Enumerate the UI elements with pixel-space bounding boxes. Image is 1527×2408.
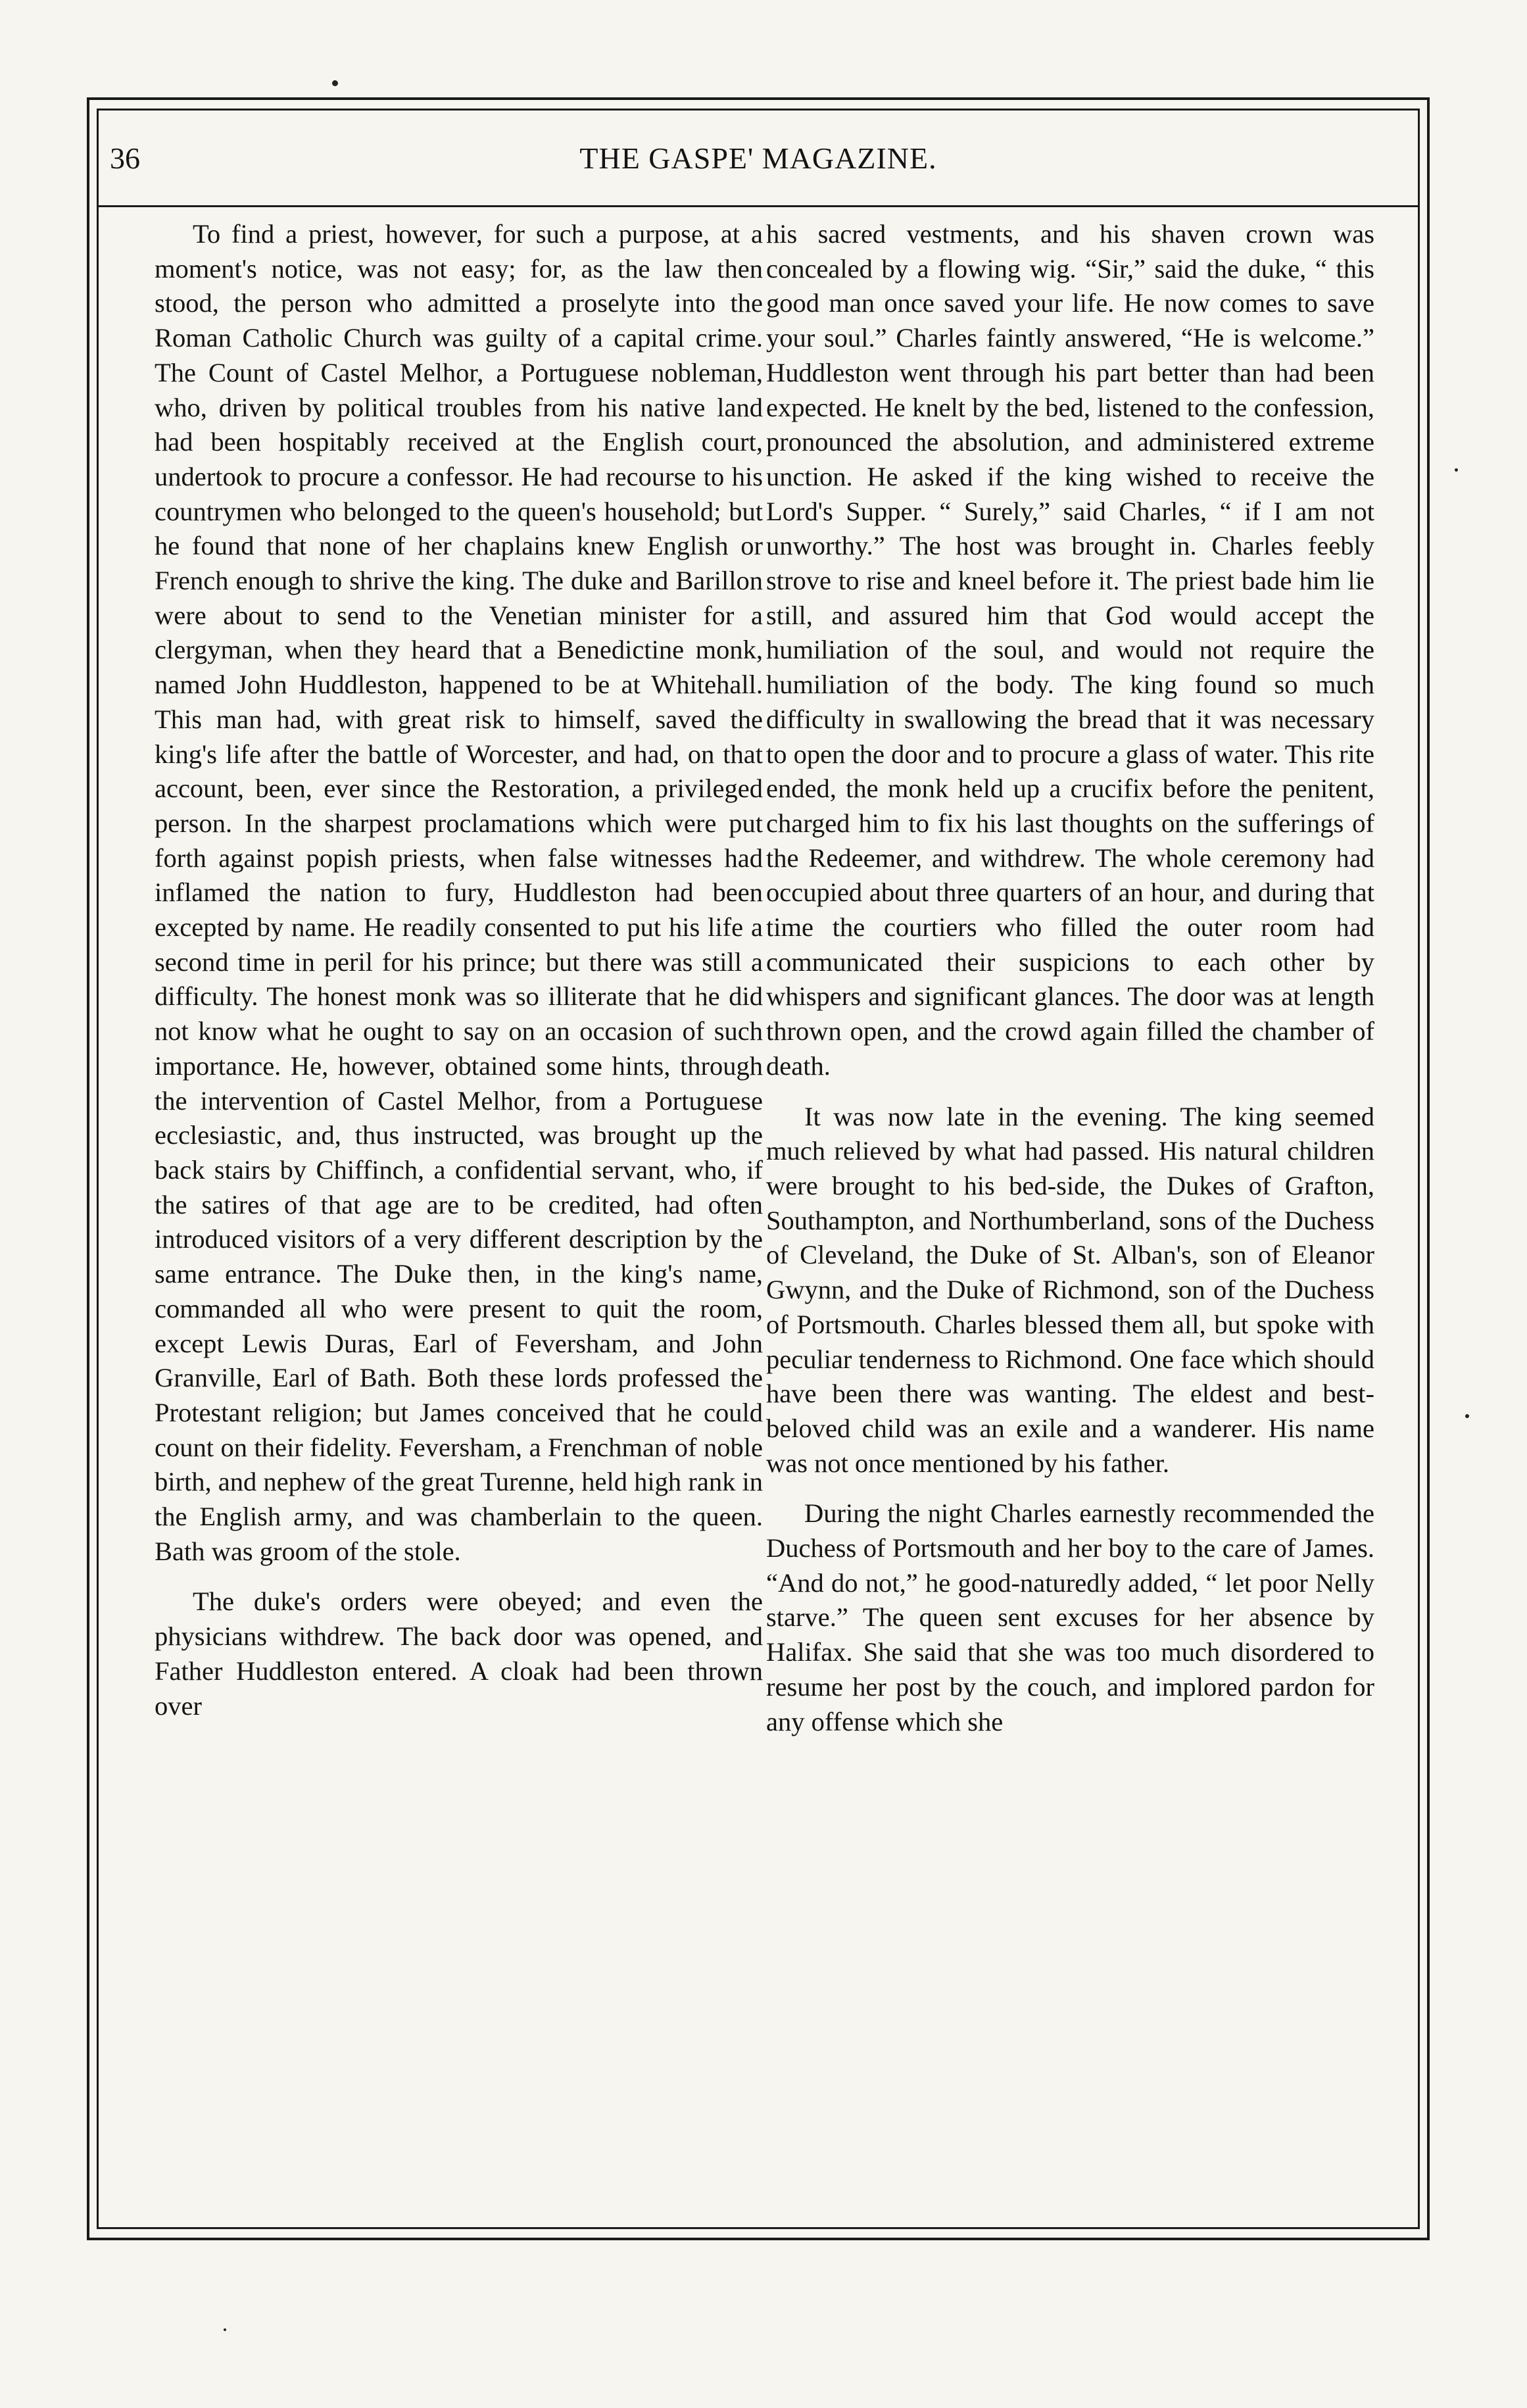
page-header <box>97 109 1420 207</box>
paragraph: To find a priest, however, for such a purpose, at a moment's notice, was not easy; for, as the law then stood, the person who admitted a proselyte into the Roman Catholic Church was guilty of a capital crime. The Count of Castel Melhor, a Portuguese nobleman, who, driven by political troubles from his native land had been hospitably received at the English court, undertook to procure a confessor. He had recourse to his countrymen who belonged to the queen's household; but he found that none of her chaplains knew English or French enough to shrive the king. The duke and Barillon were about to send to the Venetian minister for a clergyman, when they heard that a Benedictine monk, named John Huddleston, happened to be at Whitehall. This man had, with great risk to himself, saved the king's life after the battle of Worcester, and had, on that account, been, ever since the Restoration, a privileged person. In the sharpest proclamations which were put forth against popish priests, when false witnesses had inflamed the nation to fury, Huddleston had been excepted by name. He readily consented to put his life a second time in peril for his prince; but there was still a difficulty. The honest monk was so illiterate that he did not know what he ought to say on an occasion of such importance. He, however, obtained some hints, through the intervention of Castel Melhor, from a Portuguese ecclesiastic, and, thus instructed, was brought up the back stairs by Chiffinch, a confidential servant, who, if the satires of that age are to be credited, had often introduced visitors of a very different description by the same entrance. The Duke then, in the king's name, commanded all who were present to quit the room, except Lewis Duras, Earl of Feversham, and John Granville, Earl of Bath. Both these lords professed the Protestant religion; but James conceived that he could count on their fidelity. Feversham, a Frenchman of noble birth, and nephew of the great Turenne, held high rank in the English army, and was chamberlain to the queen. Bath was groom of the stole. <box>155 219 763 1566</box>
print-speck <box>224 2328 226 2331</box>
page-number: 36 <box>110 141 140 175</box>
paragraph: The duke's orders were obeyed; and even the physicians withdrew. The back door was opened, and Father Huddleston entered. A cloak had been thrown over <box>155 1586 763 1721</box>
left-column <box>155 217 763 1739</box>
running-title: THE GASPE' MAGAZINE. <box>579 141 937 175</box>
paragraph: his sacred vestments, and his shaven crown was concealed by a flowing wig. “Sir,” said the duke, “ this good man once saved your life. He now comes to save your soul.” Charles faintly answered, “He is welcome.” Huddleston went through his part better than had been expected. He knelt by the bed, listened to the confession, pronounced the absolution, and administered extreme unction. He asked if the king wished to receive the Lord's Supper. “ Surely,” said Charles, “ if I am not unworthy.” The host was brought in. Charles feebly strove to rise and kneel before it. The priest bade him lie still, and assured him that God would accept the humiliation of the soul, and would not require the humiliation of the body. The king found so much difficulty in swallowing the bread that it was necessary to open the door and to procure a glass of water. This rite ended, the monk held up a crucifix before the penitent, charged him to fix his last thoughts on the sufferings of the Redeemer, and withdrew. The whole ceremony had occupied about three quarters of an hour, and during that time the courtiers who filled the outer room had communicated their suspicions to each other by whispers and significant glances. The door was at length thrown open, and the crowd again filled the chamber of death. <box>766 219 1374 1081</box>
print-speck <box>1465 1414 1469 1418</box>
paragraph: During the night Charles earnestly recommended the Duchess of Portsmouth and her boy to the care of James. “And do not,” he good-naturedly added, “ let poor Nelly starve.” The queen sent excuses for her absence by Halifax. She said that she was too much disordered to resume her post by the couch, and implored pardon for any offense which she <box>766 1498 1374 1736</box>
paragraph: It was now late in the evening. The king seemed much relieved by what had passed. His natural children were brought to his bed-side, the Dukes of Grafton, Southampton, and Northumberland, sons of the Duchess of Cleveland, the Duke of St. Alban's, son of Eleanor Gwynn, and the Duke of Richmond, son of the Duchess of Portsmouth. Charles blessed them all, but spoke with peculiar tenderness to Richmond. One face which should have been there was wanting. The eldest and best-beloved child was an exile and a wanderer. His name was not once mentioned by his father. <box>766 1101 1374 1478</box>
print-speck <box>1455 468 1458 472</box>
print-speck <box>332 80 338 86</box>
right-column <box>766 217 1374 1755</box>
